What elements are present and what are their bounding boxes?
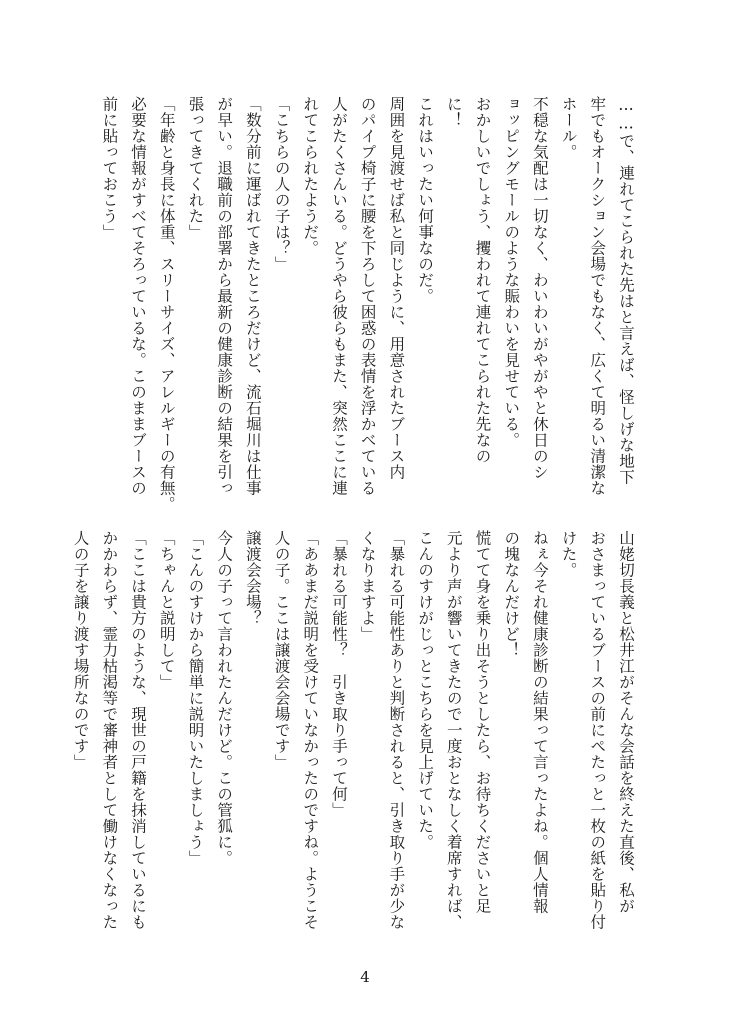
- text-line: 牢でもオークション会場でもなく、広くて明るい清潔な: [588, 96, 607, 496]
- text-line: 「暴れる可能性？ 引き取り手って何」: [329, 530, 348, 818]
- text-line: こんのすけがじっとこちらを見上げていた。: [416, 530, 435, 850]
- text-line: 譲渡会会場？: [243, 530, 262, 626]
- text-line: 「ああまだ説明を受けていなかったのですね。ようこそ: [301, 530, 320, 930]
- text-line: ョッピングモールのような賑わいを見せている。: [502, 96, 521, 448]
- text-line: の塊なんだけど！: [502, 530, 521, 658]
- text-line: 張ってきてくれた」: [186, 96, 205, 240]
- text-line: が早い。退職前の部署から最新の健康診断の結果を引っ: [215, 96, 234, 496]
- text-line: 慌てて身を乗り出そうとしたら、お待ちくださいと足: [473, 530, 492, 914]
- text-line: 「年齢と身長に体重、スリーサイズ、アレルギーの有無。: [157, 96, 176, 512]
- text-line: おさまっているブースの前にぺたっと一枚の紙を貼り付: [588, 530, 607, 930]
- text-line: 周囲を見渡せば私と同じように、用意されたブース内: [387, 96, 406, 480]
- text-line: 「数分前に運ばれてきたところだけど、流石堀川は仕事: [243, 96, 262, 496]
- text-line: に！: [444, 96, 463, 128]
- text-line: 「こんのすけから簡単に説明いたしましょう」: [186, 530, 205, 866]
- text-column-top: [100, 96, 640, 512]
- text-line: 人の子。ここは譲渡会会場です」: [272, 530, 291, 770]
- text-line: れてこられたようだ。: [301, 96, 320, 256]
- text-line: 「こちらの人の子は？」: [272, 96, 291, 272]
- text-line: ……で、連れてこられた先はと言えば、怪しげな地下: [617, 96, 635, 485]
- text-line: 今人の子って言われたんだけど。この管狐に。: [215, 530, 234, 866]
- text-line: ねぇ今それ健康診断の結果って言ったよね。個人情報: [530, 530, 549, 914]
- page-number: 4: [360, 968, 370, 986]
- text-line: 必要な情報がすべてそろっているな。このままブースの: [129, 96, 148, 496]
- text-line: 人がたくさんいる。どうやら彼らもまた、突然ここに連: [329, 96, 348, 496]
- text-line: けた。: [559, 530, 578, 578]
- text-column-bottom: [71, 530, 640, 950]
- text-line: 前に貼っておこう」: [100, 96, 119, 240]
- text-line: 元より声が響いてきたので一度おとなしく着席すれば、: [444, 530, 463, 930]
- text-line: かかわらず、霊力枯渇等で審神者として働けなくなった: [100, 530, 119, 930]
- text-line: 人の子を譲り渡す場所なのです」: [71, 530, 90, 770]
- text-line: 「暴れる可能性ありと判断されると、引き取り手が少な: [387, 530, 406, 930]
- text-line: 山姥切長義と松井江がそんな会話を終えた直後、私が: [617, 530, 635, 914]
- text-line: ホール。: [559, 96, 578, 160]
- text-line: のパイプ椅子に腰を下ろして困惑の表情を浮かべている: [358, 96, 377, 496]
- text-line: 「ここは貴方のような、現世の戸籍を抹消しているにも: [129, 530, 148, 930]
- text-line: 「ちゃんと説明して」: [157, 530, 176, 690]
- text-line: おかしいでしょう、攫われて連れてこられた先なの: [473, 96, 492, 464]
- text-line: くなりますよ」: [358, 530, 377, 642]
- text-line: 不穏な気配は一切なく、わいわいがやがやと休日のシ: [530, 96, 549, 480]
- text-line: これはいったい何事なのだ。: [416, 96, 435, 304]
